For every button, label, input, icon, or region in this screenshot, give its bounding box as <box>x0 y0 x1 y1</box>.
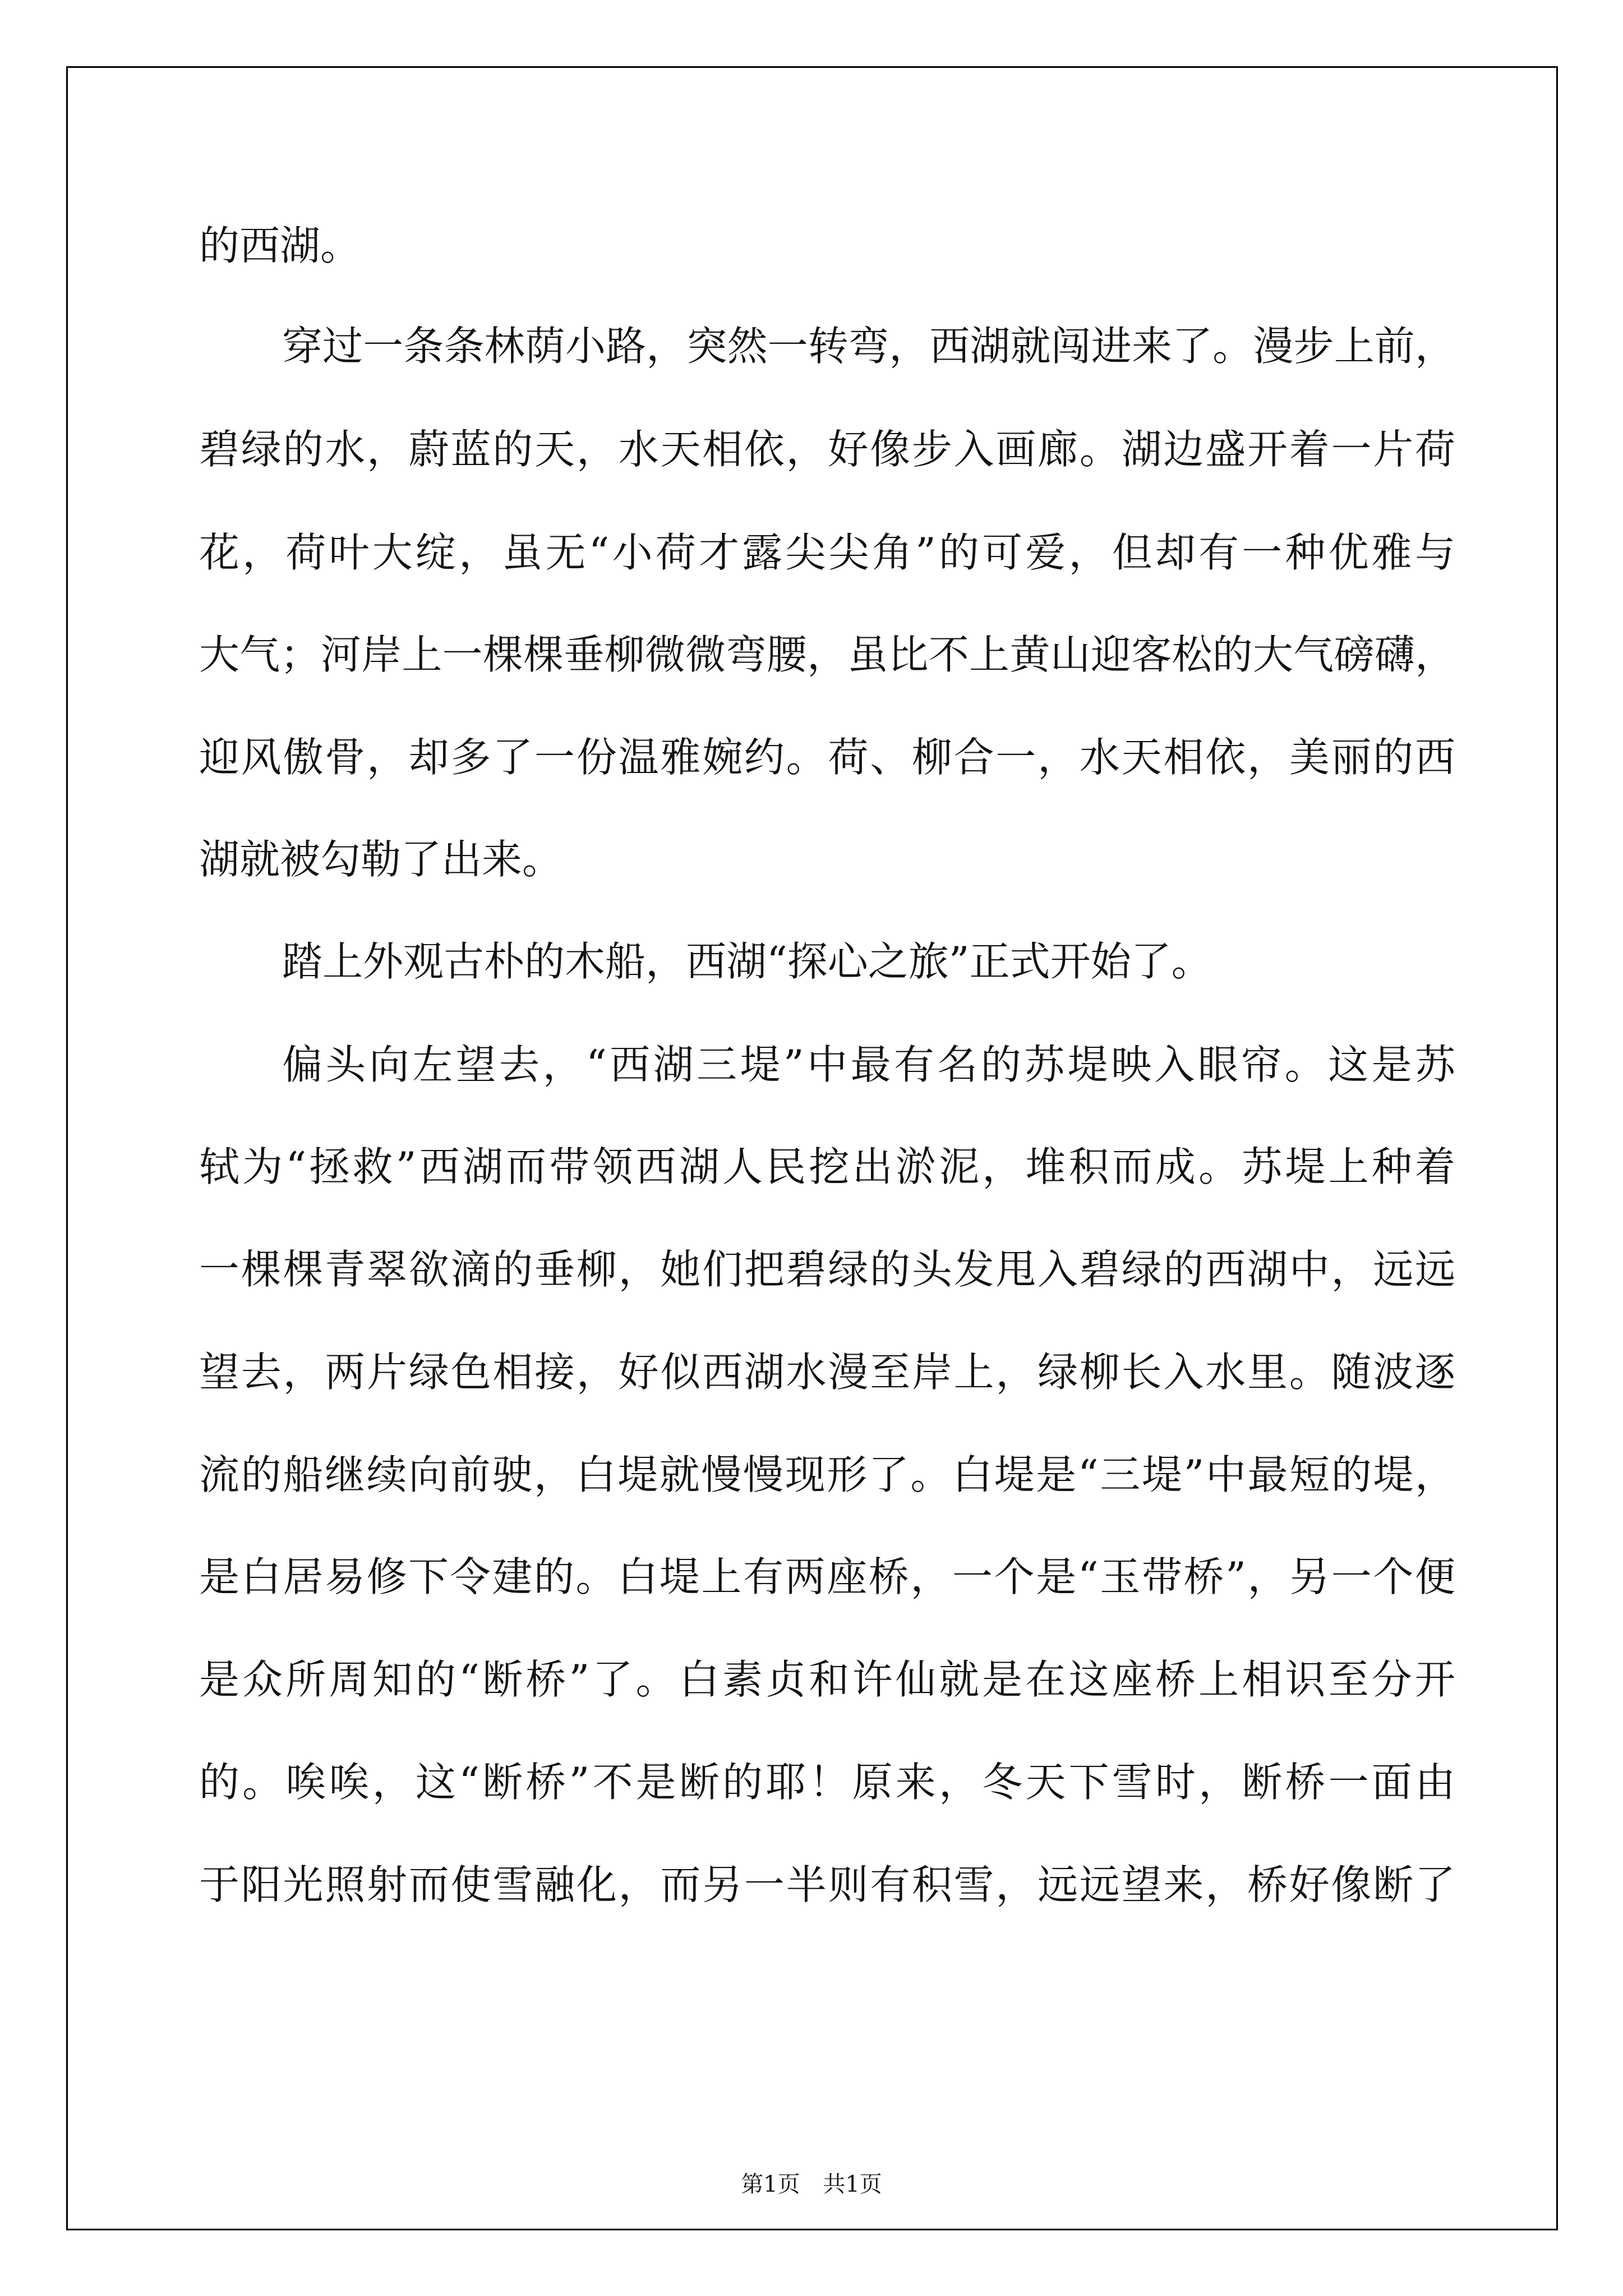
paragraph-first-line: 踏上外观古朴的木船，西湖“探心之旅”正式开始了。 <box>282 938 1212 985</box>
text-line: 是白居易修下令建的。白堤上有两座桥，一个是“玉带桥”，另一个便 <box>199 1553 1455 1600</box>
text-line: 于阳光照射而使雪融化，而另一半则有积雪，远远望来，桥好像断了 <box>199 1861 1455 1908</box>
text-line: 是众所周知的“断桥”了。白素贞和许仙就是在这座桥上相识至分开 <box>199 1656 1455 1703</box>
text-line: 的。唉唉，这“断桥”不是断的耶！原来，冬天下雪时，断桥一面由 <box>199 1759 1455 1806</box>
text-line: 轼为“拯救”西湖而带领西湖人民挖出淤泥，堆积而成。苏堤上种着 <box>199 1143 1455 1190</box>
paragraph-first-line: 偏头向左望去，“西湖三堤”中最有名的苏堤映入眼帘。这是苏 <box>282 1041 1455 1088</box>
text-line: 一棵棵青翠欲滴的垂柳，她们把碧绿的头发甩入碧绿的西湖中，远远 <box>199 1246 1455 1293</box>
text-line: 大气；河岸上一棵棵垂柳微微弯腰，虽比不上黄山迎客松的大气磅礴， <box>199 631 1455 678</box>
text-line: 花，荷叶大绽，虽无“小荷才露尖尖角”的可爱，但却有一种优雅与 <box>199 529 1455 576</box>
page-number: 第1页 <box>741 2171 800 2197</box>
text-line: 湖就被勾勒了出来。 <box>199 836 563 883</box>
text-line: 迎风傲骨，却多了一份温雅婉约。荷、柳合一，水天相依，美丽的西 <box>199 734 1455 781</box>
page-footer <box>0 2166 1623 2198</box>
page-total: 共1页 <box>823 2171 882 2197</box>
text-line: 流的船继续向前驶，白堤就慢慢现形了。白堤是“三堤”中最短的堤， <box>199 1451 1455 1498</box>
text-line: 的西湖。 <box>199 222 361 269</box>
text-line: 望去，两片绿色相接，好似西湖水漫至岸上，绿柳长入水里。随波逐 <box>199 1349 1455 1396</box>
paragraph-first-line: 穿过一条条林荫小路，突然一转弯，西湖就闯进来了。漫步上前， <box>282 323 1455 370</box>
text-line: 碧绿的水，蔚蓝的天，水天相依，好像步入画廊。湖边盛开着一片荷 <box>199 426 1455 473</box>
